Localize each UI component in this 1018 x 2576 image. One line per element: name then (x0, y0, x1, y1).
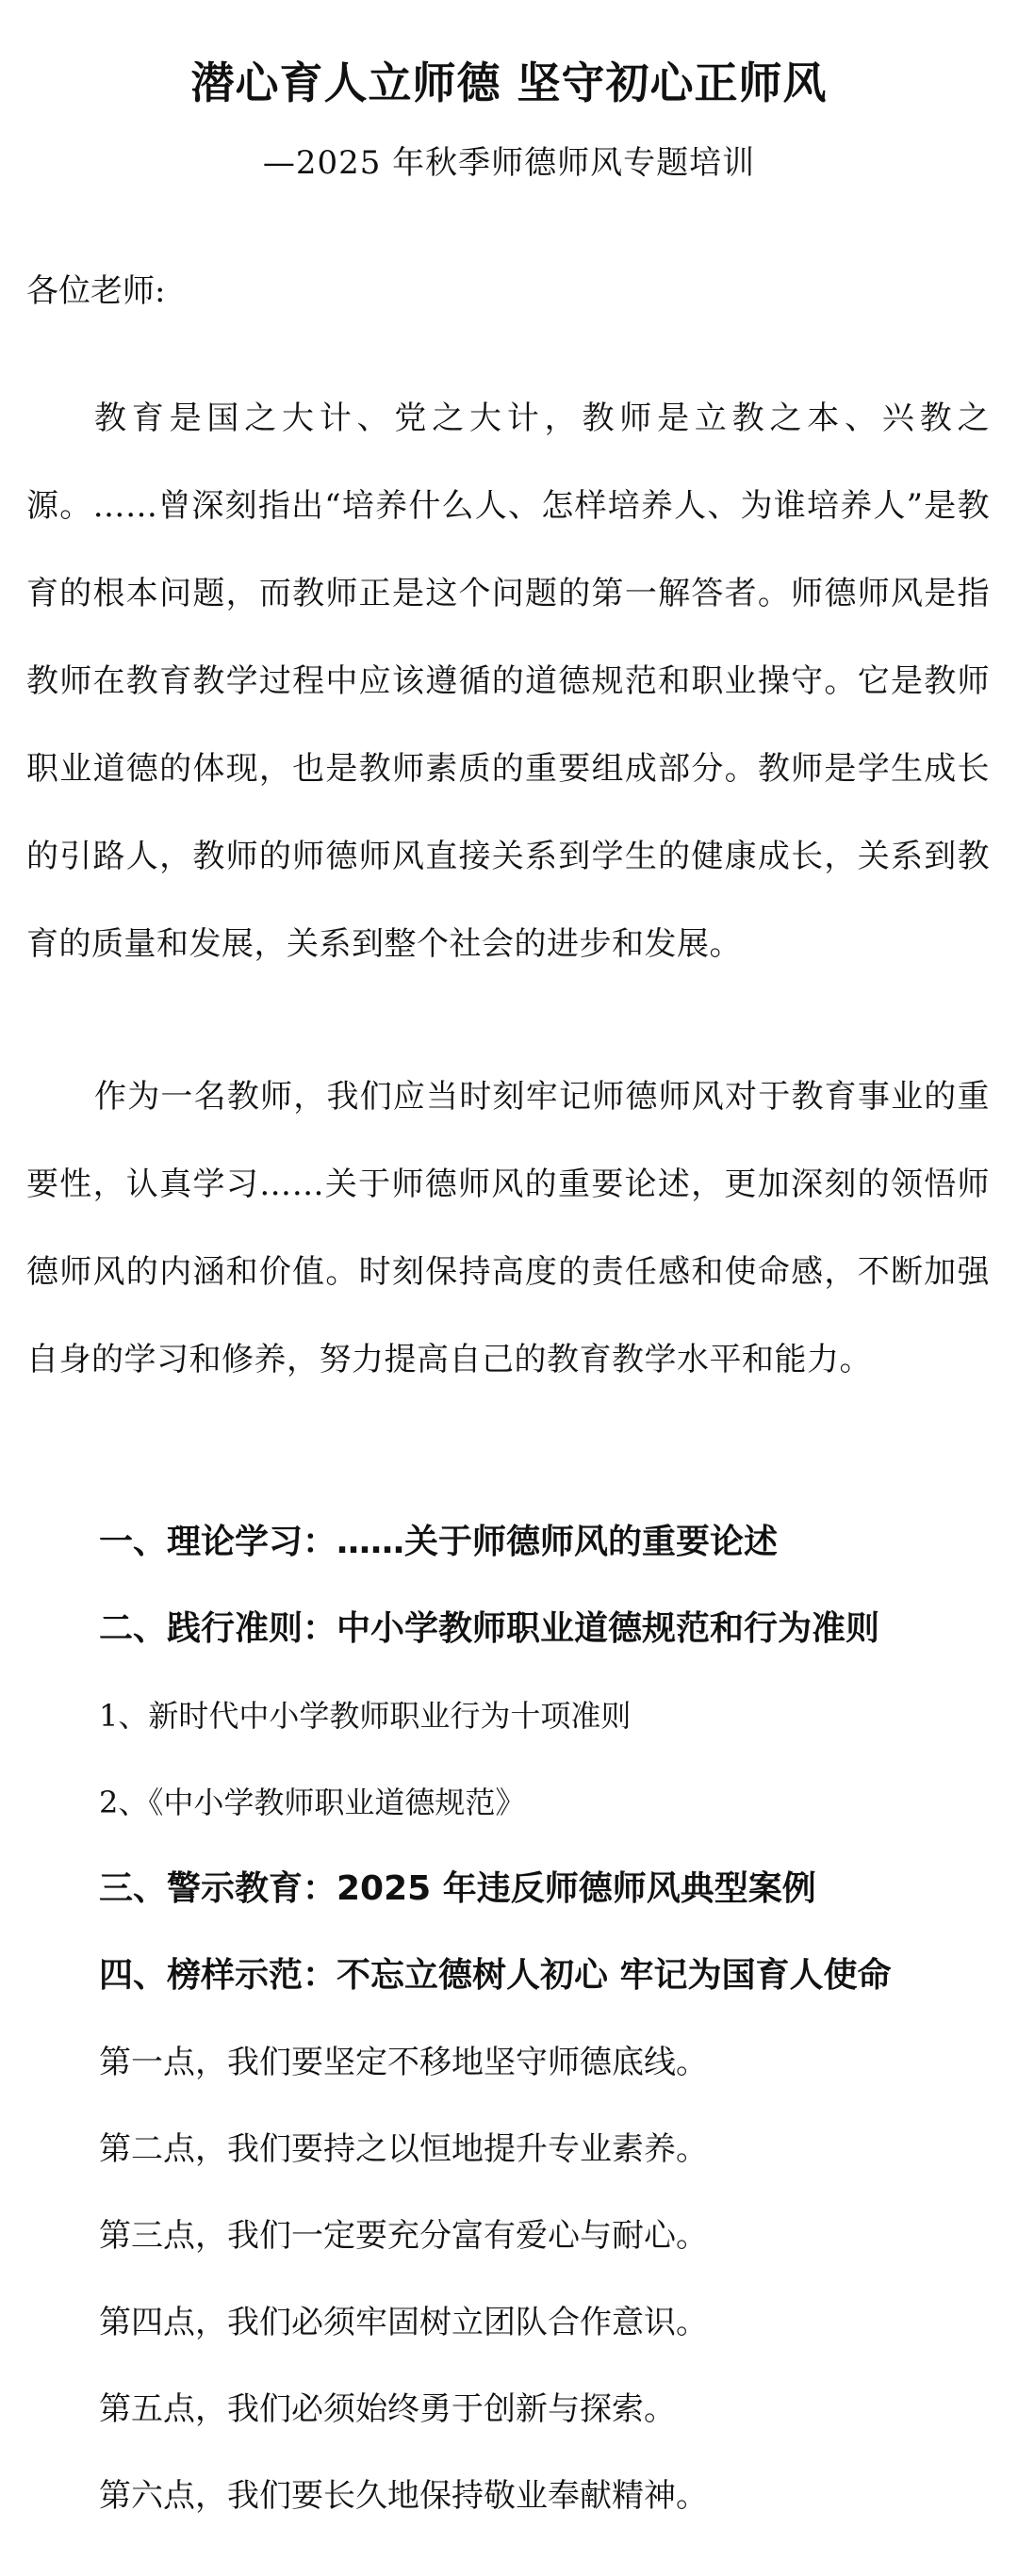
outline-section-2: 二、践行准则：中小学教师职业道德规范和行为准则 (99, 1609, 880, 1648)
salutation: 各位老师: (26, 272, 166, 310)
outline-section-1: 一、理论学习：……关于师德师风的重要论述 (99, 1523, 779, 1561)
document-subtitle: —2025 年秋季师德师风专题培训 (262, 144, 756, 182)
point-6: 第六点，我们要长久地保持敬业奉献精神。 (99, 2477, 708, 2515)
outline-section-3: 三、警示教育：2025 年违反师德师风典型案例 (99, 1869, 816, 1908)
point-3: 第三点，我们一定要充分富有爱心与耐心。 (99, 2217, 708, 2255)
point-4: 第四点，我们必须牢固树立团队合作意识。 (99, 2304, 708, 2341)
outline-subitem-1: 1、新时代中小学教师职业行为十项准则 (99, 1698, 632, 1734)
body-paragraph-2: 作为一名教师，我们应当时刻牢记师德师风对于教育事业的重要性，认真学习……关于师德师风的重要论述，更加深刻的领悟师德师风的内涵和价值。时刻保持高度的责任感和使命感，不断加强自身的学习和修养，努力提高自己的教育教学水平和能力。 (26, 1078, 990, 1378)
point-2: 第二点，我们要持之以恒地提升专业素养。 (99, 2130, 708, 2168)
outline-subitem-2: 2、《中小学教师职业道德规范》 (99, 1785, 526, 1820)
outline-section-4: 四、榜样示范：不忘立德树人初心 牢记为国育人使命 (99, 1956, 892, 1995)
body-paragraph-1: 教育是国之大计、党之大计，教师是立教之本、兴教之源。……曾深刻指出“培养什么人、怎样培养人、为谁培养人”是教育的根本问题，而教师正是这个问题的第一解答者。师德师风是指教师在教育教学过程中应该遵循的道德规范和职业操守。它是教师职业道德的体现，也是教师素质的重要组成部分。教师是学生成长的引路人，教师的师德师风直接关系到学生的健康成长，关系到教育的质量和发展，关系到整个社会的进步和发展。 (26, 399, 990, 963)
document-title: 潜心育人立师德 坚守初心正师风 (190, 57, 828, 108)
point-5: 第五点，我们必须始终勇于创新与探索。 (99, 2390, 676, 2428)
point-1: 第一点，我们要坚定不移地坚守师德底线。 (99, 2044, 708, 2081)
